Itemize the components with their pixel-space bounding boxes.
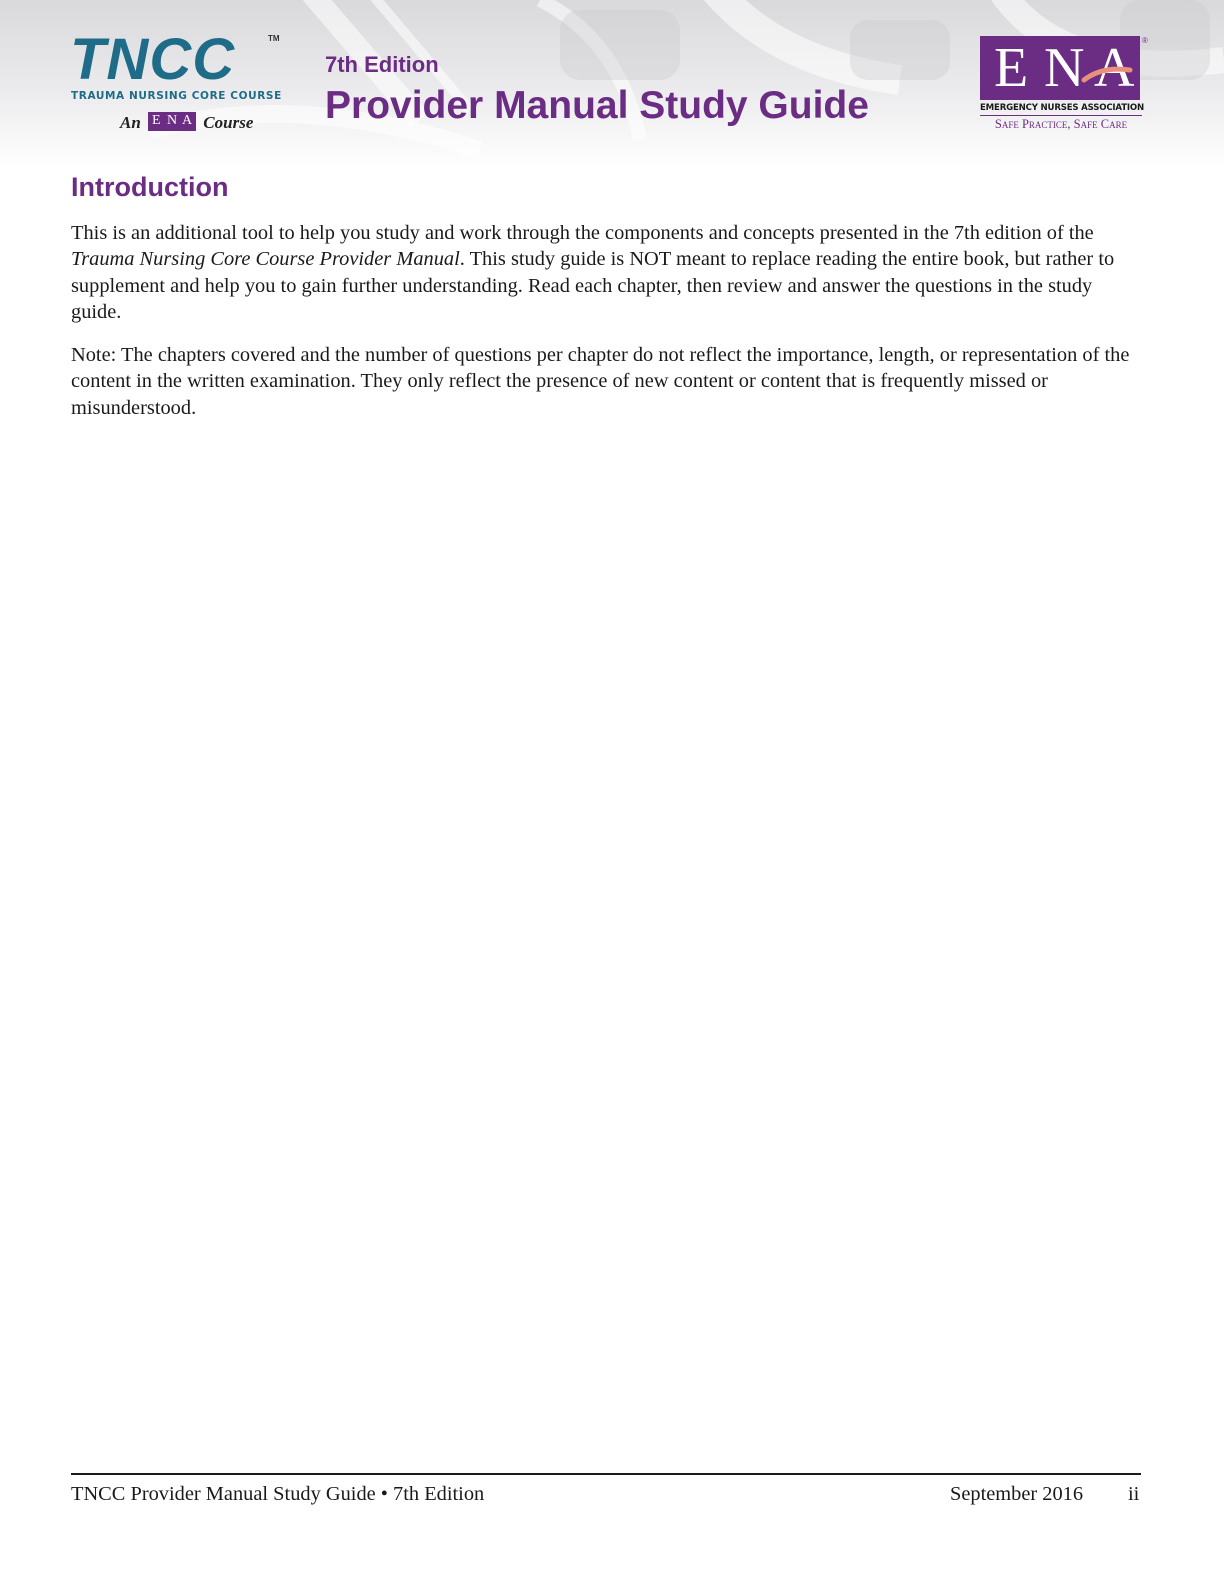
mini-ena-logo (148, 112, 196, 131)
footer-divider (71, 1473, 1141, 1475)
tncc-an-text: An (120, 113, 141, 132)
tncc-course-text: Course (203, 113, 254, 132)
ena-letter-a: A (1094, 37, 1135, 99)
mini-ena-e: E (152, 113, 161, 128)
tncc-subtitle: TRAUMA NURSING CORE COURSE (71, 90, 282, 102)
ena-letter-e: E (994, 37, 1029, 99)
note-paragraph: Note: The chapters covered and the number of questions per chapter do not reflect the importance, length, or representation of the content in the written examination. They only reflect the presence of new content or content that is frequently missed or misunderstood. (71, 344, 1130, 419)
intro-paragraph-text-end: . This study guide is NOT meant to replace reading the entire book, but rather to supplement and help you to gain further understanding. Read each chapter, then review and answer the questions in the study guide. (71, 248, 1115, 323)
intro-paragraph (71, 220, 1146, 325)
page-title: Provider Manual Study Guide (325, 84, 869, 127)
ena-divider (980, 115, 1142, 116)
footer-document-title: TNCC Provider Manual Study Guide • 7th Edition (71, 1483, 485, 1505)
ena-logo-box (980, 36, 1140, 100)
ena-letter-n: N (1044, 37, 1085, 99)
ena-swoosh-icon (980, 36, 1140, 100)
edition-label: 7th Edition (325, 52, 439, 77)
manual-title-italic: Trauma Nursing Core Course Provider Manual (71, 248, 460, 271)
mini-ena-n: N (167, 113, 178, 128)
section-heading-introduction: Introduction (71, 172, 229, 202)
intro-paragraph-text-start: This is an additional tool to help you study and work through the components and concepts presented in the 7th edition of the (71, 222, 1094, 244)
tncc-trademark: TM (268, 34, 280, 43)
tncc-logo (70, 27, 285, 137)
ena-association-name: EMERGENCY NURSES ASSOCIATION (980, 103, 1144, 113)
ena-logo (980, 36, 1150, 136)
footer-date: September 2016 (950, 1483, 1084, 1505)
ena-registered-mark: ® (1142, 36, 1148, 45)
footer-page-number: ii (1128, 1483, 1140, 1505)
tncc-wordmark: TNCC (70, 27, 236, 92)
ena-tagline: Safe Practice, Safe Care (994, 117, 1128, 131)
tncc-an-ena-course (120, 112, 253, 133)
mini-ena-a: A (182, 113, 193, 128)
